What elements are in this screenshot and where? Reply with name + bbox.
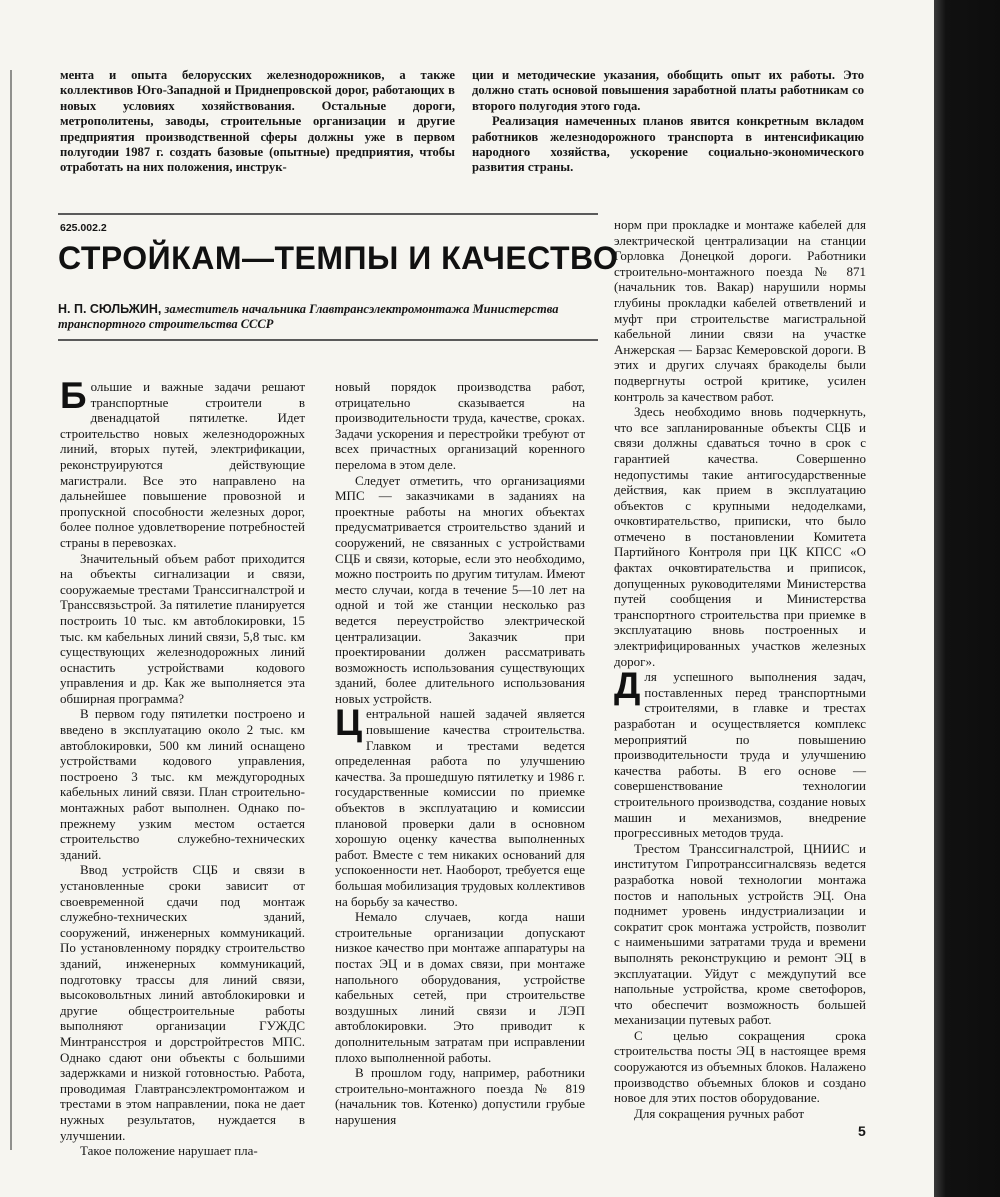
binding-line bbox=[10, 70, 12, 1150]
article-paragraph: Значительный объем работ приходится на объекты сигнализации и связи, сооружаемые трестами Транссигналстрой и Транссвязьстрой. За пятилетие планируется построить 10 тыс. км автоблокировки, 15 тыс. км кабельных линий связи, 5,8 тыс. км существующих железнодорожных линий оснастить устройствами кодового управления и др. Как же выполняется эта обширная программа? bbox=[60, 550, 305, 706]
article-paragraph: новый порядок производства работ, отрицательно сказывается на производительности труда, качестве, сроках. Задачи ускорения и перестройки требуют от всех причастных организаций коренного перелома в этом деле. bbox=[335, 379, 585, 472]
article-paragraph: Такое положение нарушает пла- bbox=[80, 1143, 258, 1159]
scan-edge-shadow bbox=[934, 0, 1000, 1197]
prev-article-left-column bbox=[60, 68, 455, 176]
article-byline bbox=[58, 302, 598, 333]
article-paragraph: Для сокращения ручных работ bbox=[634, 1105, 805, 1121]
article-paragraph: Немало случаев, когда наши строительные организации допускают низкое качество при монтаже аппаратуры на постах ЭЦ и в домах связи, при монтаже напольного оборудования, устройстве кабельных сетей, при строительстве воздушных линий связи и ЛЭП автоблокировки. Это приводит к дополнительным затратам при исправлении плохо выполненной работы. bbox=[335, 909, 585, 1065]
article-paragraph: Большие и важные задачи решают транспортные строители в двенадцатой пятилетке. Идет строительство новых железнодорожных линий, вторых путей, электрификации, реконструируются действующие магистрали. Все это направлено на дальнейшее повышение провозной и пропускной способности железных дорог, более полное удовлетворение потребностей страны в перевозках. bbox=[60, 375, 305, 550]
article-paragraph: В прошлом году, например, работники строительно-монтажного поезда № 819 (начальник тов. Котенко) допустили грубые нарушения bbox=[335, 1065, 585, 1127]
header-rule-bottom bbox=[58, 339, 598, 341]
drop-cap: Д bbox=[614, 665, 641, 707]
article-column-2 bbox=[335, 379, 585, 1128]
article-paragraph: С целью сокращения срока строительства посты ЭЦ в настоящее время сооружаются из объемных блоков. Налажено производство объемных блоков и создано новое для этих постов оборудование. bbox=[614, 1027, 866, 1106]
header-rule-top bbox=[58, 213, 598, 215]
author-name: Н. П. СЮЛЬЖИН, bbox=[58, 302, 162, 316]
drop-cap: Ц bbox=[335, 702, 363, 744]
prev-article-paragraph: мента и опыта белорусских железнодорожников, а также коллективов Юго-Западной и Приднепровской дорог, работающих в новых условиях хозяйствования. Остальные дороги, метрополитены, заводы, строительные организации и другие предприятия производственной сферы должны уже в первом полугодии 1987 г. создать базовые (опытные) предприятия, чтобы отработать на них положения, инструк- bbox=[60, 68, 455, 175]
article-column-3 bbox=[614, 217, 866, 1121]
article-column-1 bbox=[60, 375, 305, 1159]
prev-article-paragraph: Реализация намеченных планов явится конкретным вкладом работников железнодорожного транспорта в интенсификацию народного хозяйства, ускорение социально-экономического развития страны. bbox=[472, 114, 864, 175]
prev-article-paragraph: ции и методические указания, обобщить опыт их работы. Это должно стать основой повышения заработной платы работникам со второго полугодия этого года. bbox=[472, 68, 864, 113]
udc-code: 625.002.2 bbox=[60, 222, 107, 234]
article-paragraph: В первом году пятилетки построено и введено в эксплуатацию около 2 тыс. км автоблокировки, 500 км линий оснащено устройствами кодового управления, построено 3 тыс. км междугородных кабельных линий связи. План строительно-монтажных работ выполнен. Однако по-прежнему узким местом остается строительство служебно-технических зданий. bbox=[60, 706, 305, 862]
article-paragraph: Здесь необходимо вновь подчеркнуть, что все запланированные объекты СЦБ и связи должны сдаваться точно в срок с гарантией качества. Совершенно недопустимы такие антигосударственные действия, как прием в эксплуатацию объектов с крупными недоделками, очковтирательство, приписки, что было отмечено в постановлении Комитета Партийного Контроля при ЦК КПСС «О фактах очковтирательства и приписок, допущенных руководителями Министерства путей сообщения и Министерства транспортного строительства при приемке в эксплуатацию вновь построенных и электрифицированных участков железных дорог». bbox=[614, 404, 866, 669]
article-paragraph: Центральной нашей задачей является повышение качества строительства. Главком и трестами ведется определенная работа по улучшению качества. За прошедшую пятилетку и 1986 г. государственные комиссии по приемке объектов в эксплуатацию и комиссии плановой проверки дали в основном хорошую оценку качества выполненных работ. Вместе с тем никаких оснований для успокоенности нет. Наоборот, требуется еще большая мобилизация трудовых коллективов на борьбу за качество. bbox=[335, 702, 585, 909]
article-paragraph: Следует отметить, что организациями МПС — заказчиками в заданиях на проектные работы на многих объектах предусматривается строительство зданий и сооружений, не связанных с устройствами СЦБ и связи, которые, если это необходимо, можно построить по другим титулам. Имеют место случаи, когда в течение 5—10 лет на одной и той же станции несколько раз ведется переустройство электрической централизации. Заказчик при проектировании должен рассматривать возможность использования существующих зданий, более длительного использования новых устройств. bbox=[335, 472, 585, 706]
page-number: 5 bbox=[858, 1123, 866, 1139]
drop-cap: Б bbox=[60, 375, 87, 416]
article-title: СТРОЙКАМ—ТЕМПЫ И КАЧЕСТВО bbox=[58, 240, 619, 276]
prev-article-right-column bbox=[472, 68, 864, 176]
author-position: заместитель начальника Главтрансэлектромонтажа Министерства транспортного строительства СССР bbox=[58, 302, 559, 332]
article-paragraph: Для успешного выполнения задач, поставленных перед транспортными строителями, в главке и трестах разработан и осуществляется комплекс мероприятий по повышению производительности труда и улучшению качества работы. В его основе — совершенствование технологии строительного производства, создание новых машин и механизмов, внедрение прогрессивных методов труда. bbox=[614, 665, 866, 841]
article-paragraph: норм при прокладке и монтаже кабелей для электрической централизации на станции Горловка Донецкой дороги. Работники строительно-монтажного поезда № 871 (начальник тов. Вакар) нарушили нормы глубины прокладки кабелей ответвлений и муфт при строительстве магистральной кабельной линии связи на участке Анжерская — Барзас Кемеровской дороги. В этих и других случаях бракоделы были подвергнуты острой критике, усилен контроль за качеством работ. bbox=[614, 217, 866, 404]
article-paragraph: Ввод устройств СЦБ и связи в установленные сроки зависит от своевременной сдачи под монтаж служебно-технических зданий, сооружений, инженерных коммуникаций. По установленному порядку строительство зданий, инженерных коммуникаций, подготовку трассы для линий связи, высоковольтных линий автоблокировки и другие общестроительные работы выполняют организации ГУЖДС Минтрансстроя и дорстройтрестов МПС. Однако сдают они объекты с большими задержками и низкой готовностью. Работа, проводимая Главтрансэлектромонтажом и трестами в этом направлении, пока не дает нужных результатов, нуждается в улучшении. bbox=[60, 862, 305, 1143]
article-paragraph: Трестом Транссигналстрой, ЦНИИС и институтом Гипротранссигналсвязь ведется разработка новой технологии монтажа постов и напольных устройств ЭЦ. Она поднимет уровень индустриализации и сократит срок монтажа устройств, позволит с наименьшими затратами труда и времени выполнять реконструкцию и ремонт ЭЦ в эксплуатации. Уйдут с междупутий все напольные устройства, кроме светофоров, что обеспечит возможность большей механизации путевых работ. bbox=[614, 840, 866, 1028]
